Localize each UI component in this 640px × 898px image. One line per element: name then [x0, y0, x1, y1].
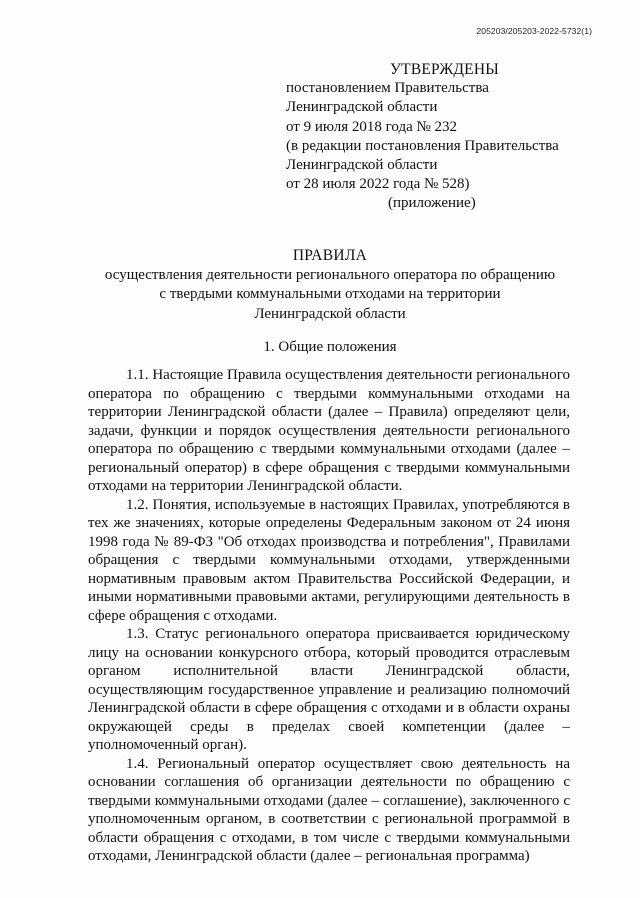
approval-line: (в редакции постановления Правительства: [286, 137, 559, 154]
approval-line: постановлением Правительства: [286, 80, 489, 97]
paragraph: 1.2. Понятия, используемые в настоящих Правилах, употребляются в тех же значениях, которые определены Федеральным законом от 24 июня 1998 года № 89-ФЗ "Об отходах производства и потребления", Правилами обращения с твердыми коммунальными отходами, утвержденными нормативным правовым актом Правительства Российской Федерации, и иными нормативными правовыми актами, регулирующими деятельность в сфере обращения с отходами.: [88, 496, 570, 624]
approval-line: Ленинградской области: [286, 99, 438, 116]
document-title-main: ПРАВИЛА: [292, 247, 368, 264]
document-title: [70, 246, 590, 324]
approval-title: УТВЕРЖДЕНЫ: [390, 61, 499, 78]
approval-block: [286, 60, 586, 214]
approval-line: от 28 июля 2022 года № 528): [286, 176, 470, 193]
section-heading: 1. Общие положения: [263, 339, 397, 355]
approval-line: Ленинградской области: [286, 157, 438, 174]
document-subtitle-line: Ленинградской области: [254, 305, 406, 322]
paragraph: 1.1. Настоящие Правила осуществления деятельности регионального оператора по обращению с твердыми коммунальными отходами на территории Ленинградской области (далее – Правила) определяют цели, задачи, функции и порядок осуществления деятельности регионального оператора по обращению с твердыми коммунальными отходами (далее – региональный оператор) в сфере обращения с твердыми коммунальными отходами на территории Ленинградской области.: [88, 367, 570, 494]
approval-line: от 9 июля 2018 года № 232: [286, 118, 458, 135]
document-registration-number: 205203/205203-2022-5732(1): [476, 26, 592, 36]
paragraph: 1.3. Статус регионального оператора присваивается юридическому лицу на основании конкурсного отбора, который проводится отраслевым органом исполнительной власти Ленинградской области, осуществляющим государственное управление и реализацию полномочий Ленинградской области в сфере обращения с отходами и в области охраны окружающей среды в пределах своей компетенции (далее – уполномоченный орган).: [88, 626, 570, 753]
document-body: [88, 366, 570, 866]
paragraph: 1.4. Региональный оператор осуществляет свою деятельность на основании соглашения об организации деятельности по обращению с твердыми коммунальными отходами (далее – соглашение), заключенного с уполномоченным органом, в соответствии с региональной программой в области обращения с отходами, в том числе с твердыми коммунальными отходами, Ленинградской области (далее – региональная программа): [88, 755, 570, 864]
document-subtitle-line: с твердыми коммунальными отходами на территории: [159, 286, 501, 303]
approval-appendix-note: (приложение): [388, 195, 476, 212]
document-subtitle-line: осуществления деятельности регионального оператора по обращению: [104, 267, 556, 284]
